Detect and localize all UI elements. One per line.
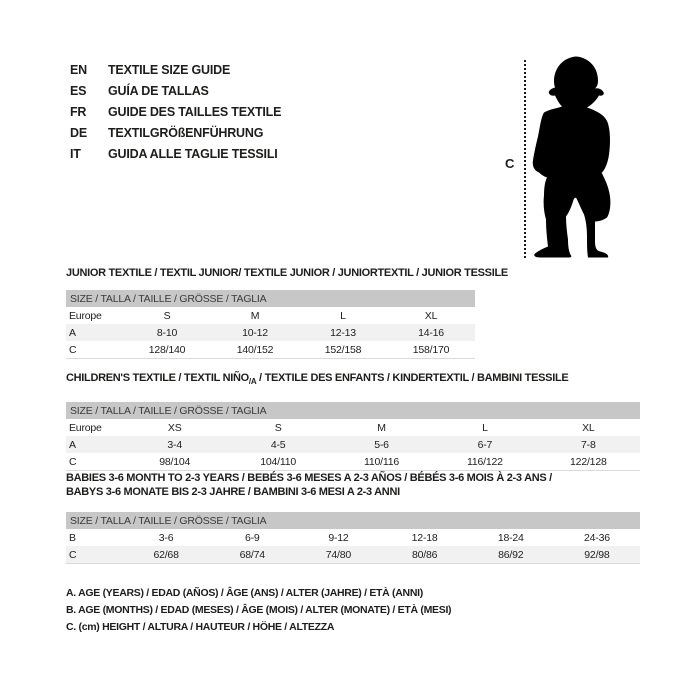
- table-row-height: [66, 546, 640, 563]
- age-cell: 12-18: [411, 531, 438, 544]
- age-cell: 5-6: [374, 438, 389, 451]
- babies-table-title-line2: BABYS 3-6 MONATE BIS 2-3 JAHRE / BAMBINI 3-6 MESI A 2-3 ANNI: [66, 486, 400, 498]
- size-cell: XL: [582, 421, 595, 434]
- age-cell: 3-4: [167, 438, 182, 451]
- height-cell: 158/170: [412, 343, 450, 356]
- table-row-age: [66, 436, 640, 453]
- children-size-table: [66, 402, 640, 471]
- age-cell: 7-8: [581, 438, 596, 451]
- height-cell: 98/104: [159, 455, 191, 468]
- size-cell: M: [377, 421, 386, 434]
- height-measure-label: C: [505, 156, 515, 171]
- table-row-height: [66, 341, 475, 358]
- size-cell: S: [274, 421, 282, 434]
- height-cell: 140/152: [236, 343, 274, 356]
- language-row-fr: [70, 101, 281, 122]
- size-header-bar: SIZE / TALLA / TAILLE / GRÖSSE / TAGLIA: [66, 512, 640, 529]
- legend-footnotes: [66, 585, 451, 636]
- age-cell: 9-12: [328, 531, 349, 544]
- height-cell: 62/68: [153, 548, 179, 561]
- age-cell: 4-5: [270, 438, 286, 451]
- size-cell: M: [250, 309, 260, 322]
- guide-title-de: TEXTILGRÖßENFÜHRUNG: [108, 125, 264, 140]
- footnote-age-months: B. AGE (MONTHS) / EDAD (MESES) / ÂGE (MOIS) / ALTER (MONATE) / ETÀ (MESI): [66, 604, 452, 616]
- guide-title-en: TEXTILE SIZE GUIDE: [108, 62, 231, 77]
- height-cell: 86/92: [498, 548, 524, 561]
- table-row-europe: [66, 419, 640, 436]
- language-title-list: [70, 59, 281, 164]
- age-cell: 14-16: [418, 326, 444, 339]
- guide-title-es: GUÍA DE TALLAS: [108, 83, 209, 98]
- language-code: DE: [70, 125, 87, 140]
- row-label: C: [69, 548, 77, 561]
- row-label: A: [69, 438, 76, 451]
- size-cell: XL: [424, 309, 438, 322]
- row-label: Europe: [69, 309, 102, 322]
- table-row-height: [66, 453, 640, 470]
- height-cell: 104/110: [260, 455, 296, 468]
- junior-table-title: JUNIOR TEXTILE / TEXTIL JUNIOR/ TEXTILE JUNIOR / JUNIORTEXTIL / JUNIOR TESSILE: [66, 267, 508, 279]
- height-cell: 92/98: [584, 548, 610, 561]
- height-cell: 122/128: [570, 455, 607, 468]
- age-cell: 8-10: [156, 326, 178, 339]
- language-row-de: [70, 122, 281, 143]
- toddler-silhouette-image: [532, 56, 624, 259]
- language-row-it: [70, 143, 281, 164]
- language-code: EN: [70, 62, 87, 77]
- children-title-pre: CHILDREN'S TEXTILE / TEXTIL NIÑO: [66, 372, 249, 384]
- age-cell: 12-13: [330, 326, 356, 339]
- age-cell: 24-36: [584, 531, 610, 544]
- size-cell: L: [340, 309, 346, 322]
- language-code: ES: [70, 83, 87, 98]
- height-cell: 116/122: [467, 455, 503, 468]
- guide-title-fr: GUIDE DES TAILLES TEXTILE: [108, 104, 282, 119]
- guide-title-it: GUIDA ALLE TAGLIE TESSILI: [108, 146, 278, 161]
- language-code: IT: [70, 146, 81, 161]
- children-title-post: / TEXTILE DES ENFANTS / KINDERTEXTIL / BAMBINI TESSILE: [256, 372, 569, 384]
- height-dotted-line: [524, 60, 526, 258]
- height-cell: 68/74: [239, 548, 265, 561]
- table-row-age: [66, 324, 475, 341]
- junior-size-table: [66, 290, 475, 359]
- height-cell: 128/140: [148, 343, 186, 356]
- height-cell: 110/116: [364, 455, 400, 468]
- size-cell: L: [482, 421, 488, 434]
- age-cell: 6-7: [477, 438, 493, 451]
- size-cell: XS: [167, 421, 182, 434]
- language-code: FR: [70, 104, 87, 119]
- section-children-textile: [66, 371, 640, 471]
- age-cell: 3-6: [158, 531, 174, 544]
- row-label: C: [69, 455, 77, 468]
- age-cell: 6-9: [244, 531, 260, 544]
- babies-size-table: [66, 512, 640, 564]
- row-label: A: [69, 326, 76, 339]
- age-cell: 10-12: [242, 326, 268, 339]
- language-row-en: [70, 59, 281, 80]
- footnote-height-cm: C. (cm) HEIGHT / ALTURA / HAUTEUR / HÖHE / ALTEZZA: [66, 621, 335, 633]
- children-table-title: [66, 371, 640, 389]
- row-label: Europe: [69, 421, 102, 434]
- table-row-europe: [66, 307, 475, 324]
- size-cell: S: [163, 309, 171, 322]
- size-header-bar: SIZE / TALLA / TAILLE / GRÖSSE / TAGLIA: [66, 290, 475, 307]
- babies-table-title-line1: BABIES 3-6 MONTH TO 2-3 YEARS / BEBÉS 3-6 MESES A 2-3 AÑOS / BÉBÉS 3-6 MOIS À 2-3 ANS /: [66, 472, 552, 484]
- section-junior-textile: [66, 266, 508, 359]
- height-cell: 80/86: [411, 548, 438, 561]
- children-title-sub: /A: [248, 377, 257, 387]
- row-label: B: [69, 531, 76, 544]
- language-row-es: [70, 80, 281, 101]
- row-label: C: [69, 343, 77, 356]
- size-header-bar: SIZE / TALLA / TAILLE / GRÖSSE / TAGLIA: [66, 402, 640, 419]
- table-row-age-months: [66, 529, 640, 546]
- height-cell: 74/80: [325, 548, 352, 561]
- age-cell: 18-24: [497, 531, 524, 544]
- height-cell: 152/158: [324, 343, 362, 356]
- footnote-age-years: A. AGE (YEARS) / EDAD (AÑOS) / ÂGE (ANS) / ALTER (JAHRE) / ETÀ (ANNI): [66, 587, 423, 599]
- section-babies-textile: [66, 471, 640, 564]
